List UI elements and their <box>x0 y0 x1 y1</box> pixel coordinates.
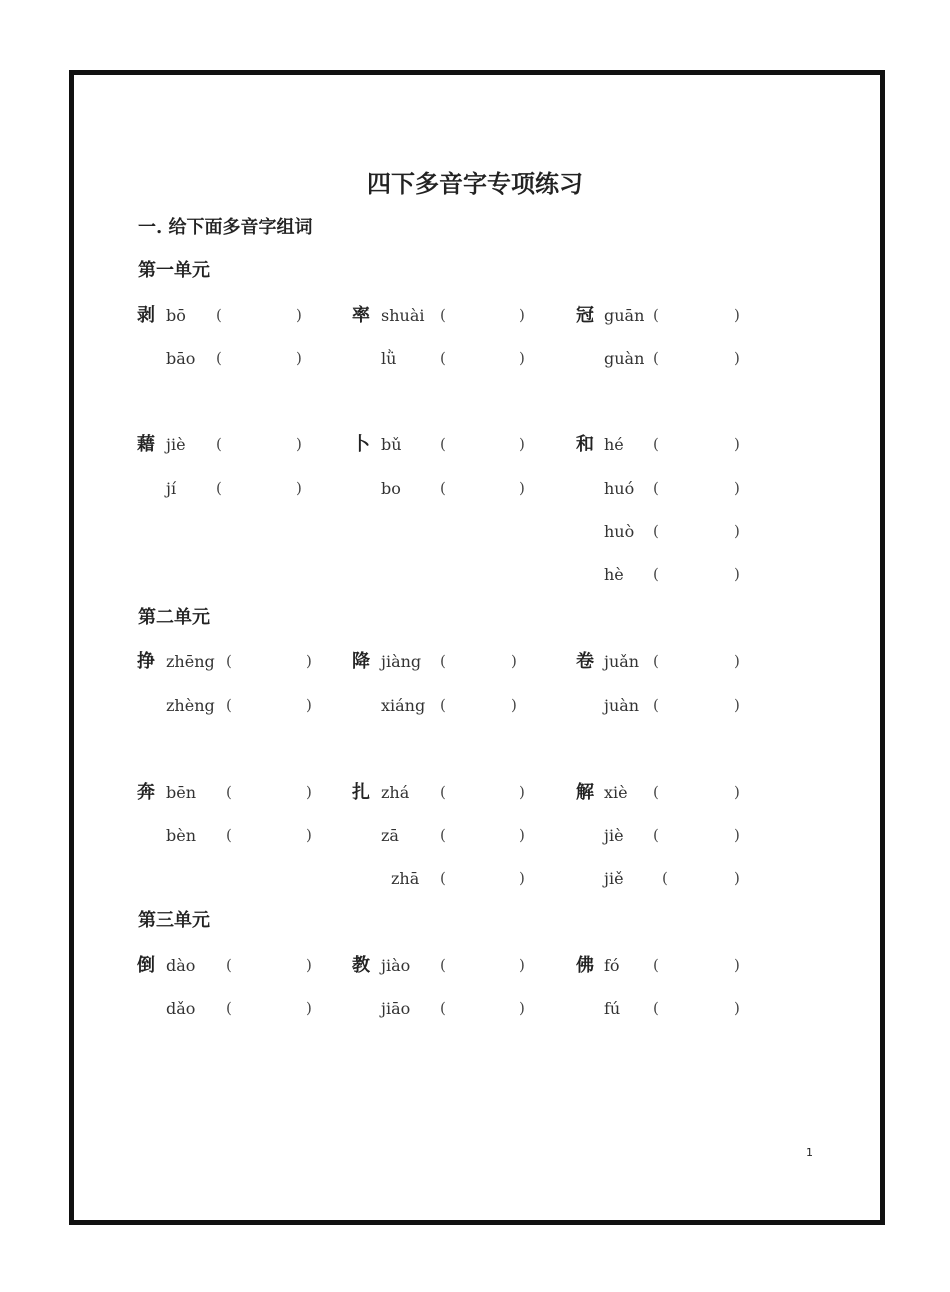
answer-paren-open: ( <box>653 435 659 453</box>
pinyin-reading: xiáng <box>381 696 426 715</box>
page-border <box>69 70 885 1225</box>
answer-paren-open: ( <box>440 826 446 844</box>
polyphone-char: 降 <box>352 651 370 672</box>
answer-paren-close: ) <box>306 956 312 974</box>
answer-paren-open: ( <box>216 349 222 367</box>
polyphone-char: 冠 <box>576 305 594 326</box>
answer-paren-close: ) <box>296 435 302 453</box>
pinyin-reading: bō <box>166 306 186 325</box>
polyphone-char: 率 <box>352 305 370 326</box>
polyphone-char: 藉 <box>137 434 155 455</box>
answer-paren-close: ) <box>519 479 525 497</box>
answer-paren-close: ) <box>296 479 302 497</box>
answer-paren-close: ) <box>519 306 525 324</box>
answer-paren-close: ) <box>511 696 517 714</box>
pinyin-reading: fú <box>604 999 621 1018</box>
pinyin-reading: lǜ <box>381 349 397 368</box>
polyphone-char: 奔 <box>137 782 155 803</box>
polyphone-char: 和 <box>576 434 594 455</box>
answer-paren-close: ) <box>734 349 740 367</box>
pinyin-reading: huò <box>604 522 635 541</box>
pinyin-reading: guān <box>604 306 645 325</box>
pinyin-reading: bo <box>381 479 401 498</box>
pinyin-reading: shuài <box>381 306 425 325</box>
answer-paren-open: ( <box>653 783 659 801</box>
answer-paren-open: ( <box>226 783 232 801</box>
answer-paren-close: ) <box>734 479 740 497</box>
pinyin-reading: zhèng <box>166 696 215 715</box>
answer-paren-open: ( <box>440 999 446 1017</box>
polyphone-char: 卷 <box>576 651 594 672</box>
answer-paren-open: ( <box>440 869 446 887</box>
page-title: 四下多音字专项练习 <box>367 169 583 198</box>
pinyin-reading: jiāo <box>381 999 411 1018</box>
answer-paren-close: ) <box>296 349 302 367</box>
polyphone-char: 解 <box>576 782 594 803</box>
polyphone-char: 扎 <box>352 782 370 803</box>
answer-paren-close: ) <box>519 435 525 453</box>
answer-paren-open: ( <box>226 999 232 1017</box>
unit1-heading: 第一单元 <box>138 260 210 281</box>
pinyin-reading: zhēng <box>166 652 215 671</box>
pinyin-reading: juàn <box>604 696 640 715</box>
answer-paren-open: ( <box>653 956 659 974</box>
answer-paren-open: ( <box>440 349 446 367</box>
answer-paren-close: ) <box>306 783 312 801</box>
answer-paren-open: ( <box>226 826 232 844</box>
answer-paren-open: ( <box>226 956 232 974</box>
answer-paren-open: ( <box>653 349 659 367</box>
pinyin-reading: jiào <box>381 956 411 975</box>
pinyin-reading: bāo <box>166 349 196 368</box>
answer-paren-close: ) <box>519 869 525 887</box>
pinyin-reading: fó <box>604 956 620 975</box>
pinyin-reading: jiàng <box>381 652 422 671</box>
answer-paren-close: ) <box>734 869 740 887</box>
answer-paren-open: ( <box>440 306 446 324</box>
answer-paren-close: ) <box>734 652 740 670</box>
polyphone-char: 卜 <box>352 434 370 455</box>
answer-paren-open: ( <box>440 652 446 670</box>
answer-paren-open: ( <box>440 479 446 497</box>
answer-paren-close: ) <box>734 999 740 1017</box>
answer-paren-open: ( <box>216 306 222 324</box>
pinyin-reading: jiě <box>604 869 624 888</box>
answer-paren-close: ) <box>306 652 312 670</box>
answer-paren-close: ) <box>519 783 525 801</box>
pinyin-reading: dǎo <box>166 999 196 1018</box>
answer-paren-open: ( <box>653 999 659 1017</box>
answer-paren-open: ( <box>216 479 222 497</box>
answer-paren-open: ( <box>653 826 659 844</box>
answer-paren-open: ( <box>226 696 232 714</box>
answer-paren-close: ) <box>519 826 525 844</box>
answer-paren-open: ( <box>440 956 446 974</box>
answer-paren-close: ) <box>296 306 302 324</box>
pinyin-reading: bēn <box>166 783 197 802</box>
answer-paren-close: ) <box>734 565 740 583</box>
answer-paren-close: ) <box>519 956 525 974</box>
polyphone-char: 佛 <box>576 955 594 976</box>
answer-paren-open: ( <box>653 652 659 670</box>
pinyin-reading: huó <box>604 479 635 498</box>
answer-paren-open: ( <box>653 306 659 324</box>
answer-paren-open: ( <box>440 435 446 453</box>
answer-paren-close: ) <box>734 956 740 974</box>
pinyin-reading: zhā <box>391 869 420 888</box>
answer-paren-open: ( <box>216 435 222 453</box>
answer-paren-close: ) <box>734 696 740 714</box>
pinyin-reading: jiè <box>604 826 624 845</box>
answer-paren-close: ) <box>734 522 740 540</box>
answer-paren-open: ( <box>226 652 232 670</box>
answer-paren-close: ) <box>306 826 312 844</box>
answer-paren-open: ( <box>653 696 659 714</box>
pinyin-reading: xiè <box>604 783 628 802</box>
pinyin-reading: dào <box>166 956 196 975</box>
polyphone-char: 剥 <box>137 305 155 326</box>
answer-paren-open: ( <box>653 522 659 540</box>
pinyin-reading: jí <box>166 479 177 498</box>
answer-paren-close: ) <box>306 696 312 714</box>
answer-paren-open: ( <box>440 783 446 801</box>
pinyin-reading: bèn <box>166 826 197 845</box>
page-number: 1 <box>806 1146 813 1159</box>
pinyin-reading: zhá <box>381 783 410 802</box>
pinyin-reading: juǎn <box>604 652 640 671</box>
answer-paren-close: ) <box>519 349 525 367</box>
polyphone-char: 挣 <box>137 651 155 672</box>
unit2-heading: 第二单元 <box>138 607 210 628</box>
unit3-heading: 第三单元 <box>138 910 210 931</box>
answer-paren-open: ( <box>662 869 668 887</box>
pinyin-reading: bǔ <box>381 435 402 454</box>
answer-paren-close: ) <box>519 999 525 1017</box>
answer-paren-close: ) <box>734 435 740 453</box>
answer-paren-open: ( <box>653 565 659 583</box>
answer-paren-close: ) <box>306 999 312 1017</box>
pinyin-reading: guàn <box>604 349 645 368</box>
section-heading: 一. 给下面多音字组词 <box>138 217 313 238</box>
answer-paren-close: ) <box>734 783 740 801</box>
answer-paren-open: ( <box>440 696 446 714</box>
pinyin-reading: hè <box>604 565 624 584</box>
answer-paren-open: ( <box>653 479 659 497</box>
answer-paren-close: ) <box>734 826 740 844</box>
answer-paren-close: ) <box>511 652 517 670</box>
polyphone-char: 倒 <box>137 955 155 976</box>
pinyin-reading: jiè <box>166 435 186 454</box>
polyphone-char: 教 <box>352 955 370 976</box>
pinyin-reading: zā <box>381 826 399 845</box>
pinyin-reading: hé <box>604 435 624 454</box>
answer-paren-close: ) <box>734 306 740 324</box>
